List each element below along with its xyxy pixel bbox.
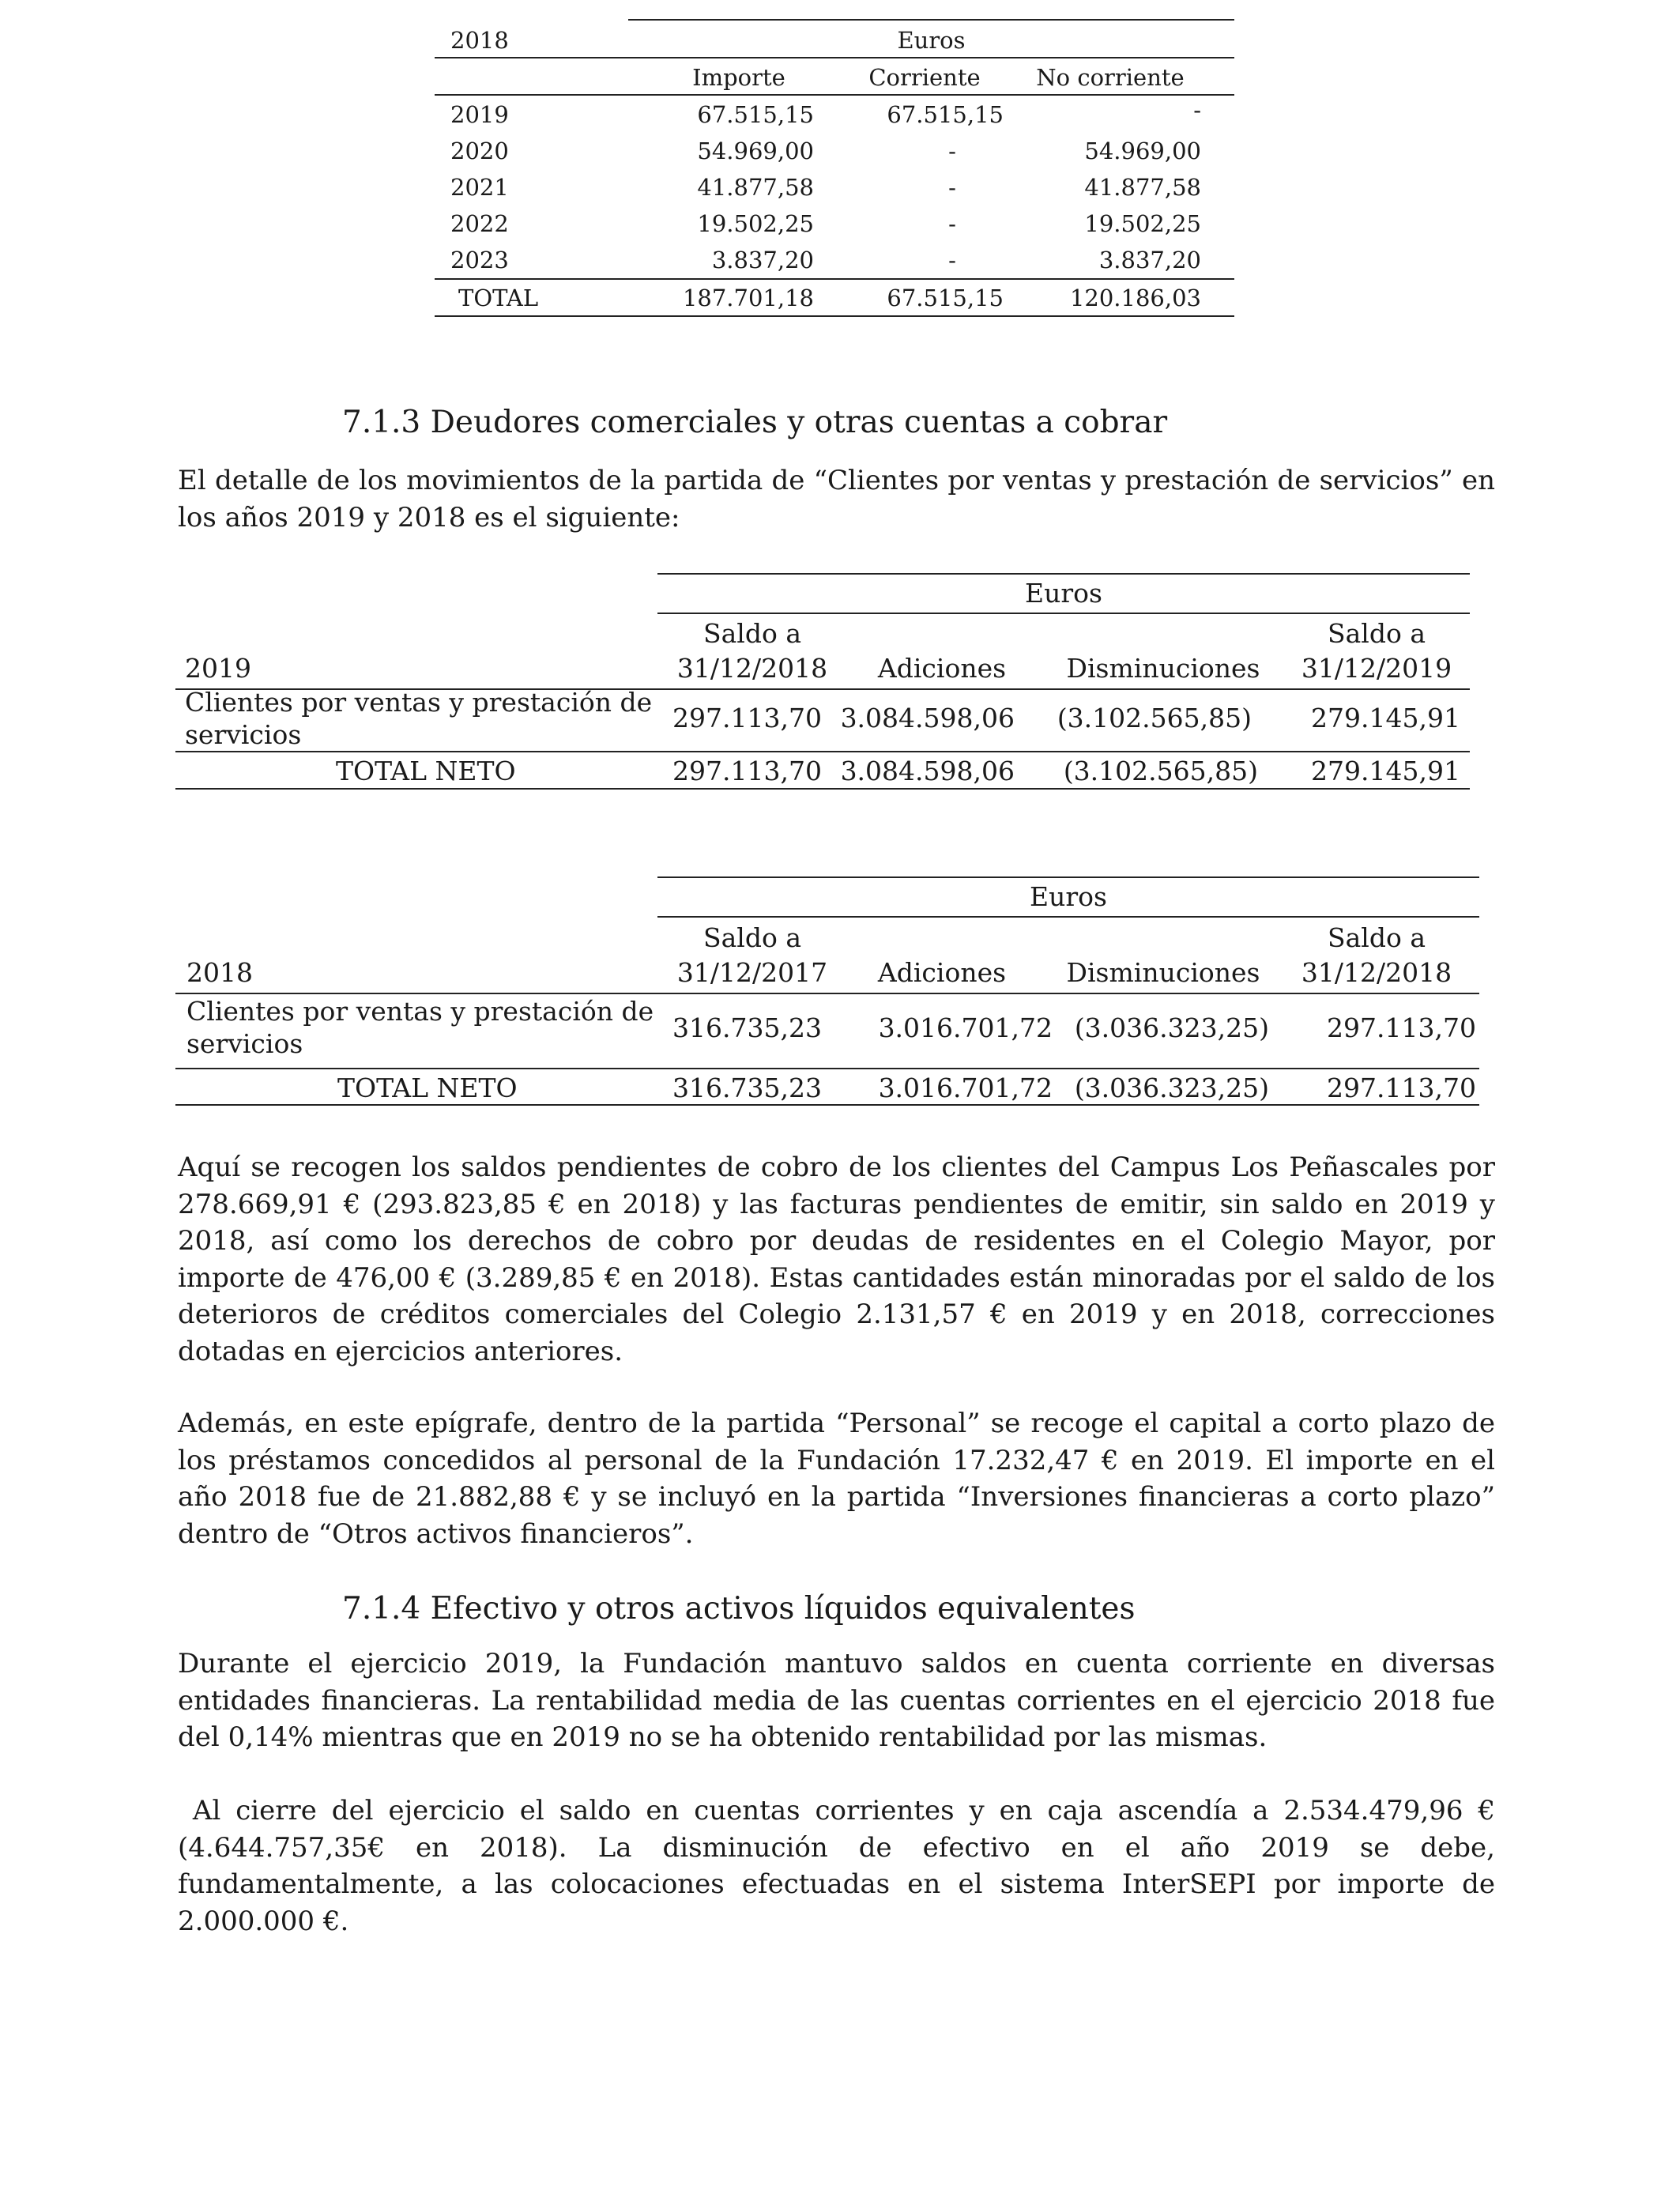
row-corriente: - <box>948 138 956 164</box>
table-rule <box>657 916 1479 918</box>
total-closing: 279.145,91 <box>1311 756 1460 786</box>
row-additions: 3.084.598,06 <box>840 703 1015 733</box>
row-corriente: - <box>948 210 956 237</box>
section-713-intro: El detalle de los movimientos de la partida de “Clientes por ventas y prestación de servicios” en los años 2019 y 2018 es el siguiente: <box>178 465 1495 533</box>
total-closing: 297.113,70 <box>1327 1072 1476 1103</box>
row-label-line-2: servicios <box>185 719 302 750</box>
column-header-opening-1: Saldo a <box>703 618 801 649</box>
row-no-corriente: 19.502,25 <box>1084 210 1201 237</box>
row-closing: 279.145,91 <box>1311 703 1460 733</box>
table-rule <box>435 94 1234 96</box>
row-opening: 297.113,70 <box>672 703 822 733</box>
column-header-opening-2: 31/12/2017 <box>676 957 828 988</box>
row-corriente: - <box>948 174 956 201</box>
table-rule <box>657 613 1470 614</box>
table-group-header: Euros <box>897 27 966 54</box>
total-label: TOTAL NETO <box>337 1072 518 1103</box>
total-no-corriente: 120.186,03 <box>1069 285 1201 311</box>
table-year-label: 2019 <box>185 653 251 684</box>
row-corriente: 67.515,15 <box>887 101 1004 128</box>
total-opening: 297.113,70 <box>672 756 822 786</box>
row-no-corriente: - <box>1193 96 1201 123</box>
row-corriente: - <box>948 247 956 273</box>
row-importe: 3.837,20 <box>711 247 814 273</box>
total-decreases: (3.102.565,85) <box>1063 756 1258 786</box>
total-decreases: (3.036.323,25) <box>1074 1072 1269 1103</box>
total-label: TOTAL NETO <box>336 756 516 786</box>
table-rule <box>628 19 1234 21</box>
row-additions: 3.016.701,72 <box>878 1012 1053 1043</box>
row-decreases: (3.102.565,85) <box>1057 703 1252 733</box>
column-header-decreases: Disminuciones <box>1066 957 1260 988</box>
section-heading-714: 7.1.4 Efectivo y otros activos líquidos equivalentes <box>342 1591 1136 1627</box>
table-rule <box>657 573 1470 575</box>
row-importe: 54.969,00 <box>697 138 814 164</box>
paragraph-current-accounts: Durante el ejercicio 2019, la Fundación mantuvo saldos en cuenta corriente en diversas entidades financieras. La rentabilidad media de las cuentas corrientes en el ejercicio 2018 fue del 0,14% mientras que en 2019 no se ha obtenido rentabilidad por las mismas. <box>178 1648 1495 1753</box>
column-header-closing-2: 31/12/2018 <box>1301 957 1452 988</box>
column-header-additions: Adiciones <box>877 653 1007 684</box>
row-label-line-1: Clientes por ventas y prestación de <box>186 996 654 1027</box>
total-additions: 3.084.598,06 <box>840 756 1015 786</box>
column-header-corriente: Corriente <box>868 64 981 91</box>
total-additions: 3.016.701,72 <box>878 1072 1053 1103</box>
section-heading-713: 7.1.3 Deudores comerciales y otras cuentas a cobrar <box>342 405 1168 440</box>
paragraph-clients-balance: Aquí se recogen los saldos pendientes de cobro de los clientes del Campus Los Peñascales por 278.669,91 € (293.823,85 € en 2018) y las facturas pendientes de emitir, sin saldo en 2019 y 2018, así como los derechos de cobro por deudas de residentes en el Colegio Mayor, por importe de 476,00 € (3.289,85 € en 2018). Estas cantidades están minoradas por el saldo de los deterioros de créditos comerciales del Colegio 2.131,57 € en 2019 y en 2018, correcciones dotadas en ejercicios anteriores. <box>178 1152 1495 1367</box>
table-year-label: 2018 <box>186 957 253 988</box>
table-group-header: Euros <box>1025 578 1102 609</box>
total-corriente: 67.515,15 <box>887 285 1004 311</box>
row-year: 2023 <box>450 247 509 273</box>
row-importe: 41.877,58 <box>697 174 814 201</box>
column-header-closing-2: 31/12/2019 <box>1301 653 1452 684</box>
column-header-opening-1: Saldo a <box>703 922 801 953</box>
table-rule <box>175 993 1479 994</box>
total-opening: 316.735,23 <box>672 1072 822 1103</box>
column-header-closing-1: Saldo a <box>1328 922 1426 953</box>
row-decreases: (3.036.323,25) <box>1074 1012 1269 1043</box>
total-label: TOTAL <box>458 285 539 311</box>
column-header-closing-1: Saldo a <box>1328 618 1426 649</box>
row-year: 2021 <box>450 174 509 201</box>
row-year: 2022 <box>450 210 509 237</box>
row-no-corriente: 54.969,00 <box>1084 138 1201 164</box>
table-year-label: 2018 <box>450 27 509 54</box>
column-header-decreases: Disminuciones <box>1066 653 1260 684</box>
table-rule <box>435 278 1234 280</box>
row-importe: 67.515,15 <box>697 101 814 128</box>
column-header-no-corriente: No corriente <box>1036 64 1185 91</box>
total-importe: 187.701,18 <box>682 285 814 311</box>
table-rule <box>435 57 1234 58</box>
row-closing: 297.113,70 <box>1327 1012 1476 1043</box>
table-rule <box>175 788 1470 790</box>
row-label-line-1: Clientes por ventas y prestación de <box>185 687 653 718</box>
table-rule <box>175 1104 1479 1106</box>
row-no-corriente: 3.837,20 <box>1098 247 1201 273</box>
table-rule <box>175 1068 1479 1069</box>
row-no-corriente: 41.877,58 <box>1084 174 1201 201</box>
column-header-opening-2: 31/12/2018 <box>676 653 828 684</box>
row-opening: 316.735,23 <box>672 1012 822 1043</box>
paragraph-staff-loans: Además, en este epígrafe, dentro de la partida “Personal” se recoge el capital a corto plazo de los préstamos concedidos al personal de la Fundación 17.232,47 € en 2019. El importe en el año 2018 fue de 21.882,88 € y se incluyó en la partida “Inversiones financieras a corto plazo” dentro de “Otros activos financieros”. <box>178 1408 1495 1550</box>
row-label-line-2: servicios <box>186 1028 303 1059</box>
column-header-additions: Adiciones <box>877 957 1007 988</box>
table-rule <box>435 315 1234 317</box>
row-importe: 19.502,25 <box>697 210 814 237</box>
table-rule <box>657 876 1479 878</box>
paragraph-cash-balance: Al cierre del ejercicio el saldo en cuentas corrientes y en caja ascendía a 2.534.479,96 € (4.644.757,35€ en 2018). La disminución de efectivo en el año 2019 se debe, fundamentalmente, a las colocaciones efectuadas en el sistema InterSEPI por importe de 2.000.000 €. <box>178 1795 1504 1937</box>
table-group-header: Euros <box>1030 881 1107 912</box>
table-rule <box>175 751 1470 752</box>
column-header-importe: Importe <box>692 64 785 91</box>
row-year: 2020 <box>450 138 509 164</box>
row-year: 2019 <box>450 101 509 128</box>
